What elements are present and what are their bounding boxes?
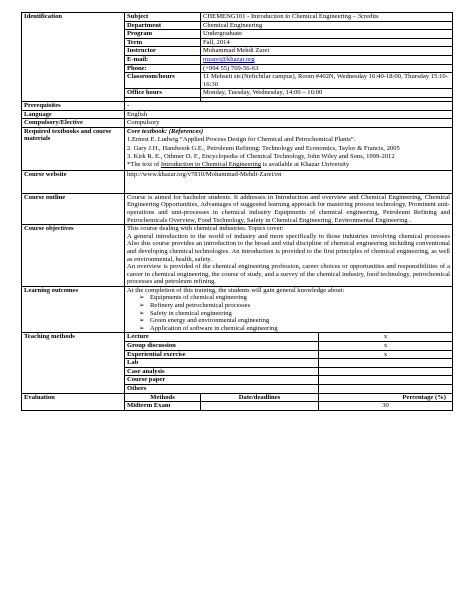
teaching-mark [319, 367, 453, 376]
compulsory-label: Compulsory/Elective [22, 119, 125, 128]
outcome-item [139, 325, 450, 333]
email-link[interactable]: mzarei@khazar.org [203, 55, 255, 63]
teaching-method: Experiential exercise [125, 350, 319, 359]
teaching-mark [319, 385, 453, 394]
teaching-method: Others [125, 385, 319, 394]
teaching-method: Lab [125, 359, 319, 368]
outcome-item [139, 302, 450, 310]
outline-label: Course outline [22, 193, 125, 224]
term-value: Fall, 2014 [201, 38, 453, 47]
prerequisites-value: - [125, 101, 453, 110]
textbooks-cell [125, 127, 453, 170]
textbooks-note [127, 161, 450, 169]
term-key: Term [125, 38, 201, 47]
subject-key: Subject [125, 13, 201, 22]
syllabus-table [21, 12, 453, 411]
evaluation-date [201, 402, 319, 411]
identification-label: Identification [22, 13, 125, 102]
outcome-item [139, 294, 450, 302]
evaluation-label: Evaluation [22, 393, 125, 410]
arrow-bullet-icon: ➢ [139, 324, 145, 332]
teaching-mark: x [319, 342, 453, 351]
evaluation-header-date: Date/deadlines [201, 393, 319, 402]
outcome-text: Equipments of chemical engineering [150, 294, 247, 302]
objectives-label: Course objectives [22, 225, 125, 287]
textbook-item: 2. Gary J.H., Handwerk G.E., Petroleum Refining: Technology and Economics, Taylor & Francis, 2005 [127, 144, 400, 152]
phone-value: (+994 55) 769-56-63 [201, 64, 453, 73]
objectives-paragraph: An overview is provided of the chemical engineering profession, career choices or opportunities and responsibilities of a career in chemical engineering, the course of study, and a survey of the chemical industry, food technology, petrochemical processes and petroleum refining. [127, 263, 450, 286]
email-key: E-mail: [125, 55, 201, 64]
objectives-cell [125, 225, 453, 287]
teaching-label: Teaching methods [22, 333, 125, 393]
textbooks-heading: Core textbook: (References) [127, 127, 204, 135]
teaching-method: Lecture [125, 333, 319, 342]
program-value: Undergraduate [201, 30, 453, 39]
note-suffix: is available at Khazar University [261, 161, 350, 169]
department-value: Chemical Engineering [201, 21, 453, 30]
evaluation-percentage: 30 [319, 402, 453, 411]
teaching-method: Group discussion [125, 342, 319, 351]
teaching-mark: x [319, 350, 453, 359]
teaching-mark [319, 376, 453, 385]
office-hours-key: Office hours [125, 89, 201, 98]
language-label: Language [22, 110, 125, 119]
arrow-bullet-icon: ➢ [139, 302, 145, 310]
objectives-paragraph: This course dealing with chemical industries. Topics cover: [127, 225, 284, 233]
textbooks-label: Required textbooks and course materials [22, 127, 125, 170]
teaching-mark: x [319, 333, 453, 342]
outcome-item [139, 317, 450, 325]
note-link[interactable]: Introduction to Chemical Engineering [160, 161, 262, 169]
textbook-item: 3. Kirk R. E., Othmer D. F., Encyclopedia of Chemical Technology, John Wiley and Sons, 1999-2012 [127, 152, 395, 160]
evaluation-header-percentage: Percentage (%) [319, 393, 453, 402]
classroom-key: Classroom/hours [125, 73, 201, 89]
outcome-text: Refinery and petrochemical processes [150, 302, 251, 310]
outcomes-list [127, 294, 450, 332]
textbook-item: 1.Ernest E. Ludwig “Applied Process Design for Chemical and Petrochemical Plants”. [127, 136, 356, 144]
objectives-paragraph: A general introduction to the world of industry and more specifically to those industries involving chemical processes Also this course provides an introduction to the broad and vital discipline of chemical engineering including conventional and developing chemical technologies. An introduction is provided to the first principles of chemical engineering, as well as environmental, health, safety. [127, 232, 450, 263]
instructor-key: Instructor [125, 47, 201, 56]
note-prefix: *The text of [127, 161, 161, 169]
classroom-value: 11 Mehseti str.(Neftchilar campus), Room #402N, Wednesday 16:40-18:00, Thursday 15:10-16:30 [201, 73, 453, 89]
outcomes-label: Learning outcomes [22, 286, 125, 333]
prerequisites-label: Prerequisites [22, 101, 125, 110]
evaluation-header-methods: Methods [125, 393, 201, 402]
website-value[interactable]: http://www.khazar.org/v7810/Mohammad-Mehdi-Zarei/en [125, 170, 453, 193]
outcomes-intro: At the completion of this training, the students will gain general knowledge about: [127, 286, 345, 294]
arrow-bullet-icon: ➢ [139, 317, 145, 325]
outline-text: Course is aimed for bachelor students. It addresses in Introduction and overview and Chemical Engineering, Chemical Engineering Opportunities, Advantages of suggested learning approach for mastering process technology, Prominent unit-operations and unit-processes in chemical industry Equipments of chemical engineering, Petroleum Refining and Petrochemicals Overview, Food Technology, Safety in Chemical Engineering, Environmental Engineering . [125, 193, 453, 224]
evaluation-method: Midterm Exam [125, 402, 201, 411]
compulsory-value: Compulsory [125, 119, 453, 128]
arrow-bullet-icon: ➢ [139, 309, 145, 317]
outcome-text: Application of software in chemical engineering [150, 324, 278, 332]
website-label: Course website [22, 170, 125, 193]
outcome-text: Safety in chemical engineering [150, 309, 232, 317]
office-hours-value: Monday, Tuesday, Wednesday, 14:00 – 16:00 [201, 89, 453, 98]
teaching-method: Case analysis [125, 367, 319, 376]
instructor-value: Mohammad Mehdi Zarei [201, 47, 453, 56]
program-key: Program [125, 30, 201, 39]
phone-key: Phone: [125, 64, 201, 73]
arrow-bullet-icon: ➢ [139, 294, 145, 302]
outcomes-cell [125, 286, 453, 333]
teaching-method: Course paper [125, 376, 319, 385]
department-key: Department [125, 21, 201, 30]
outcome-text: Green energy and environmental engineering [150, 317, 270, 325]
outcome-item [139, 310, 450, 318]
language-value: English [125, 110, 453, 119]
subject-value: CHEMENG101 - Introduction to Chemical Engineering – 3credits [201, 13, 453, 22]
teaching-mark [319, 359, 453, 368]
